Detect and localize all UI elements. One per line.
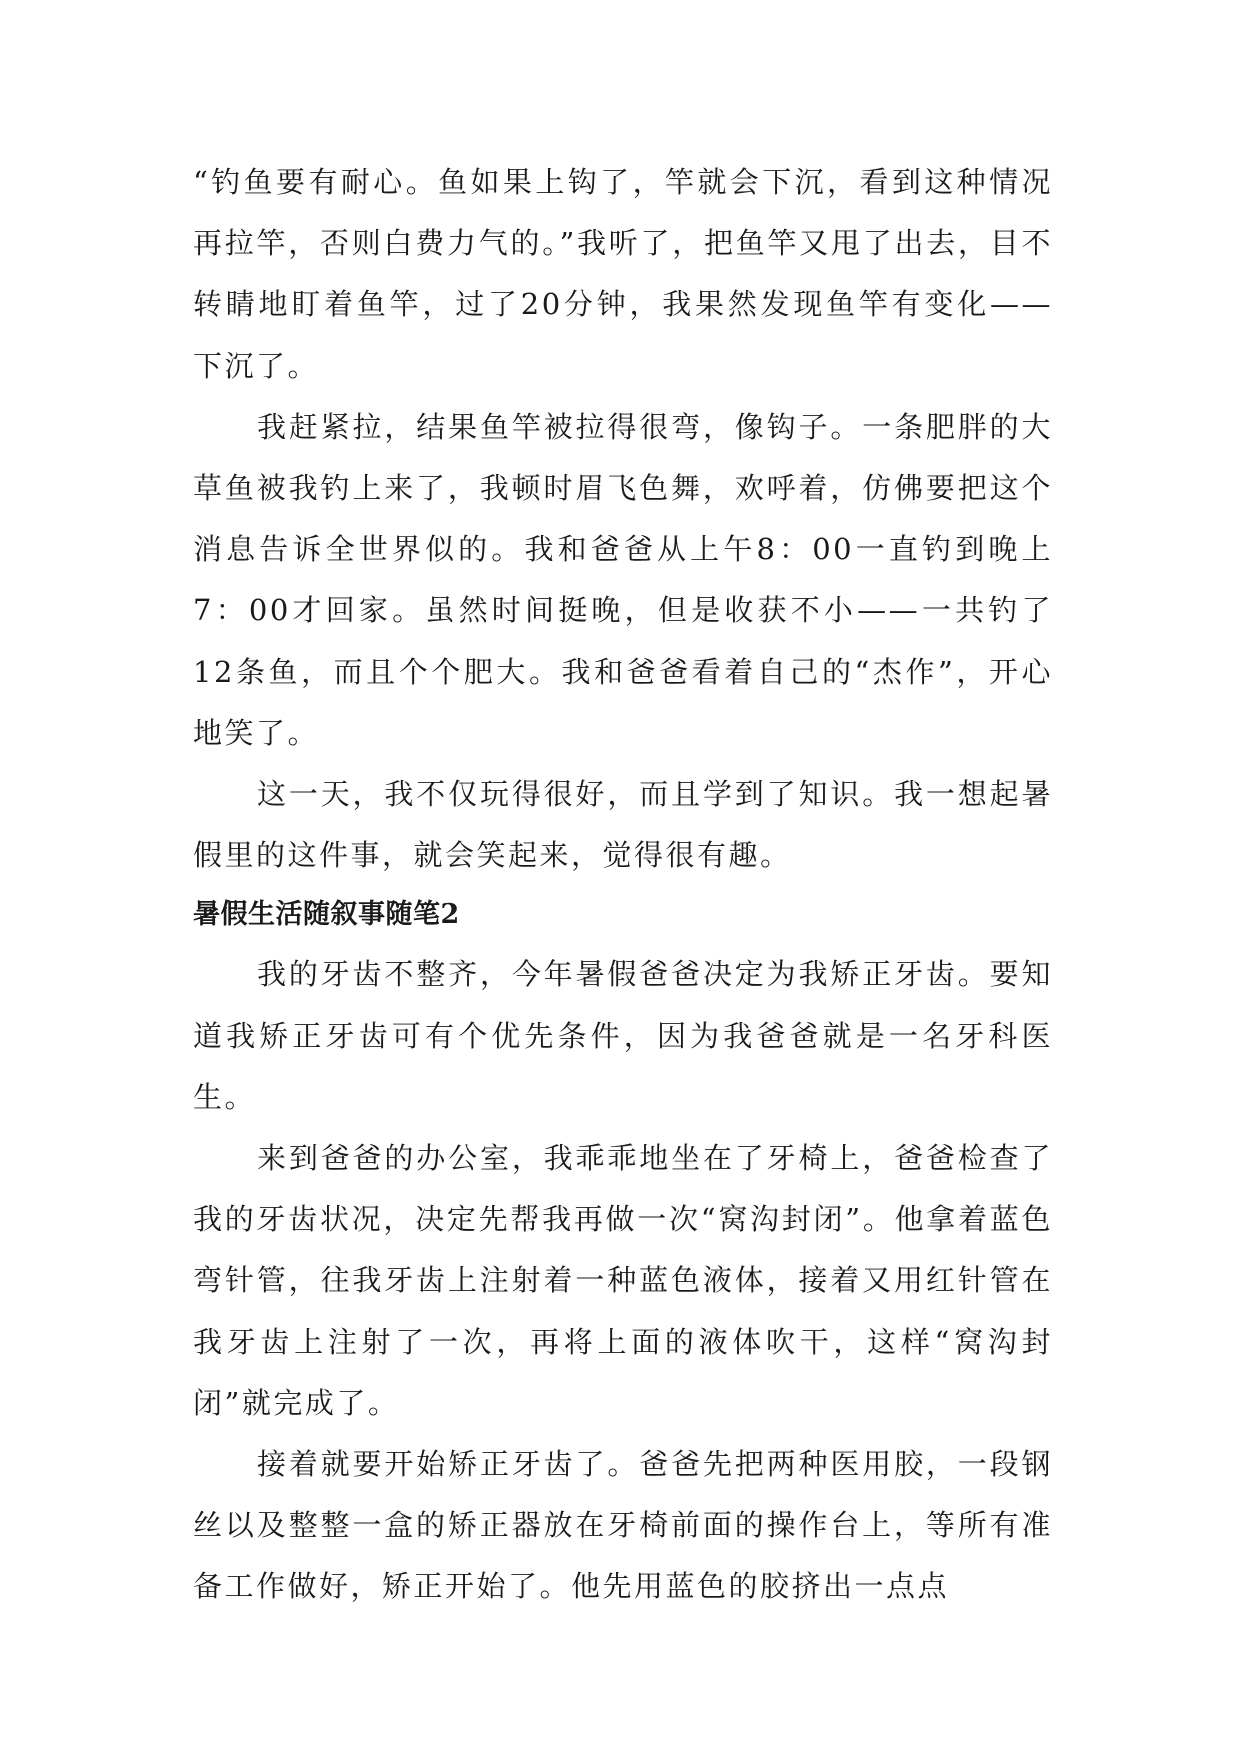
paragraph: 来到爸爸的办公室，我乖乖地坐在了牙椅上，爸爸检查了我的牙齿状况，决定先帮我再做一次“窝沟封闭”。他拿着蓝色弯针管，往我牙齿上注射着一种蓝色液体，接着又用红针管在我牙齿上注射了一次，再将上面的液体吹干，这样“窝沟封闭”就完成了。 bbox=[193, 1141, 1053, 1420]
paragraph: 我的牙齿不整齐，今年暑假爸爸决定为我矫正牙齿。要知道我矫正牙齿可有个优先条件，因为我爸爸就是一名牙科医生。 bbox=[193, 957, 1053, 1114]
document-page bbox=[193, 152, 1053, 1618]
paragraph: 接着就要开始矫正牙齿了。爸爸先把两种医用胶，一段钢丝以及整整一盒的矫正器放在牙椅前面的操作台上，等所有准备工作做好，矫正开始了。他先用蓝色的胶挤出一点点 bbox=[193, 1447, 1053, 1604]
section-title: 暑假生活随叙事随笔2 bbox=[193, 899, 460, 931]
paragraph: “钓鱼要有耐心。鱼如果上钩了，竿就会下沉，看到这种情况再拉竿，否则白费力气的。”我听了，把鱼竿又甩了出去，目不转睛地盯着鱼竿，过了20分钟，我果然发现鱼竿有变化——下沉了。 bbox=[193, 165, 1053, 383]
paragraph: 我赶紧拉，结果鱼竿被拉得很弯，像钩子。一条肥胖的大草鱼被我钓上来了，我顿时眉飞色舞，欢呼着，仿佛要把这个消息告诉全世界似的。我和爸爸从上午8：00一直钓到晚上7：00才回家。虽然时间挺晚，但是收获不小——一共钓了12条鱼，而且个个肥大。我和爸爸看着自己的“杰作”，开心地笑了。 bbox=[193, 409, 1053, 750]
paragraph: 这一天，我不仅玩得很好，而且学到了知识。我一想起暑假里的这件事，就会笑起来，觉得很有趣。 bbox=[193, 777, 1053, 873]
